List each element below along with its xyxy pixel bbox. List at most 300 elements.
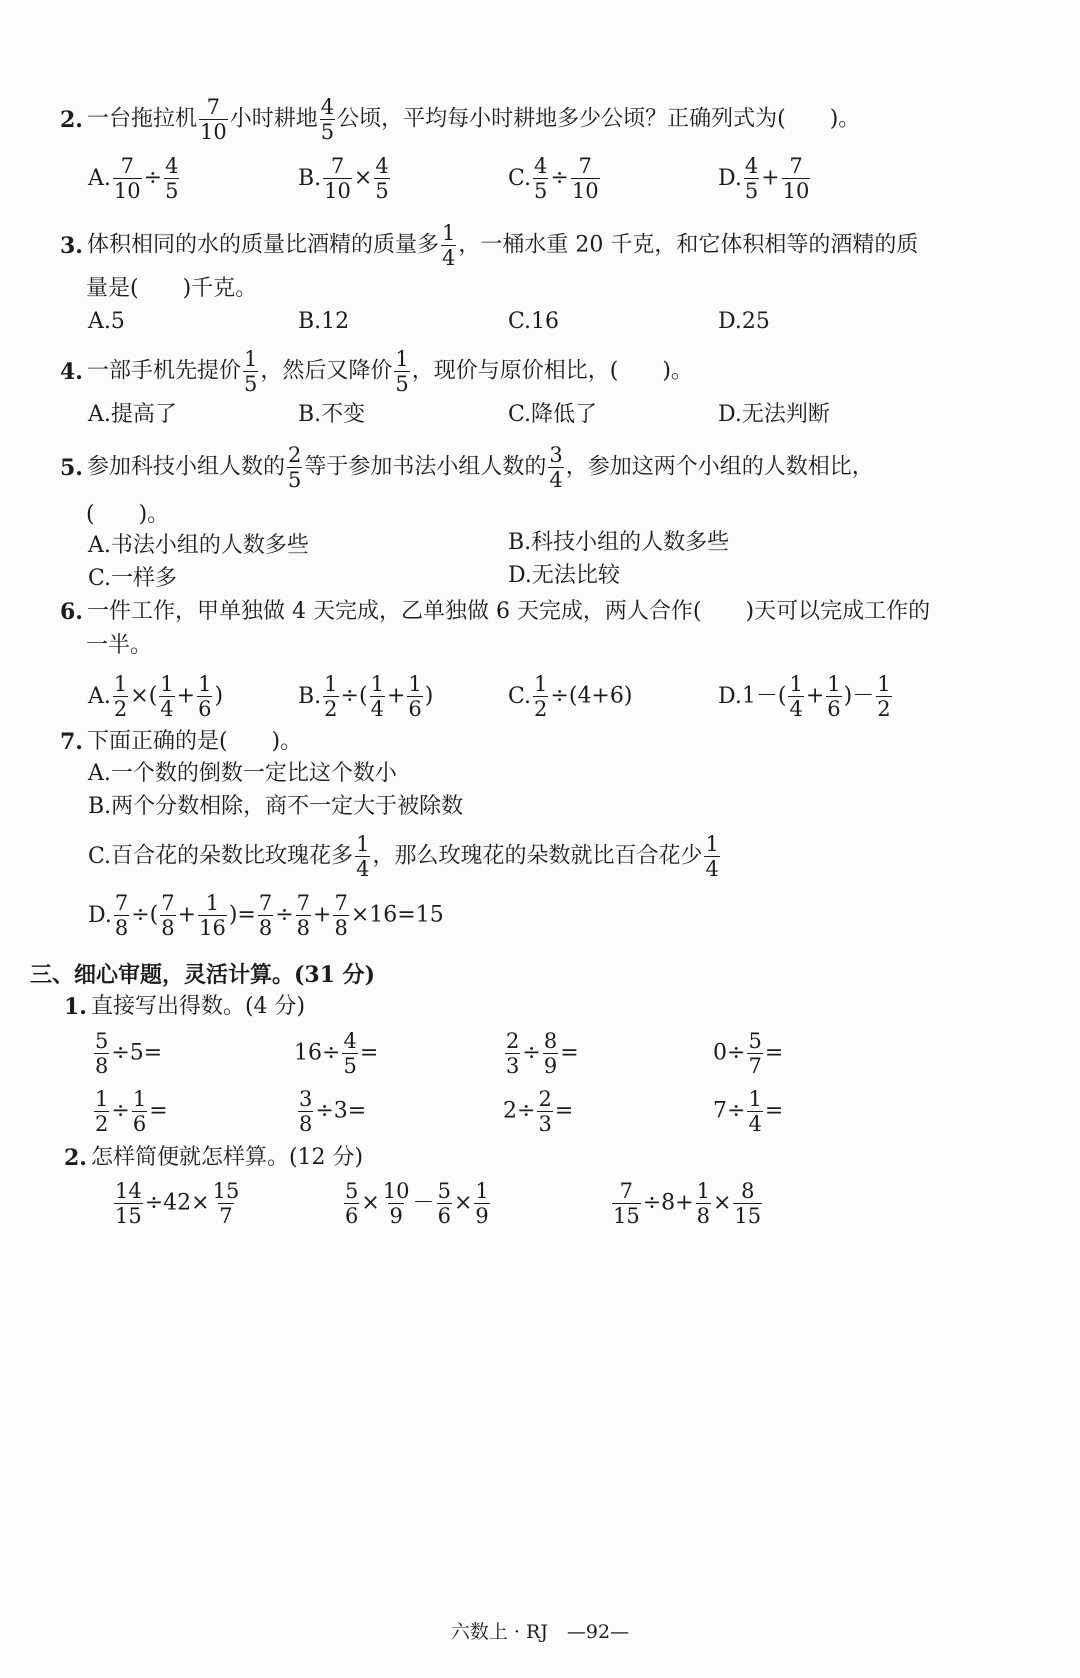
fraction [548, 444, 563, 491]
fraction-numerator: 7 [258, 891, 273, 915]
fraction [287, 444, 302, 491]
option-label: B. [298, 165, 322, 191]
text-segment: ÷ [275, 902, 294, 928]
fraction [826, 673, 841, 720]
text-segment: ×16=15 [350, 902, 444, 928]
fraction [320, 96, 335, 143]
option-label: C. [508, 402, 532, 427]
fraction-numerator: 7 [330, 154, 345, 178]
fraction [258, 892, 273, 939]
fraction-denominator: 2 [877, 697, 891, 722]
fraction-denominator: 6 [408, 697, 422, 722]
text-segment: 两个分数相除，商不一定大于被除数 [111, 794, 464, 819]
fraction [696, 1180, 711, 1227]
fraction-denominator: 5 [375, 179, 389, 204]
fraction-numerator: 7 [206, 95, 221, 119]
question-7-option-d [88, 892, 444, 939]
text-segment: ÷8+ [642, 1190, 694, 1216]
question-number: 3. [60, 232, 83, 259]
text-segment: = [359, 1040, 379, 1066]
fraction [198, 892, 227, 939]
text-segment: 公顷，平均每小时耕地多少公顷？正确列式为( )。 [337, 106, 861, 132]
fraction-numerator: 10 [382, 1179, 410, 1203]
fraction-numerator: 1 [748, 1087, 762, 1111]
fraction-numerator: 7 [120, 154, 134, 178]
mental-calc-item [713, 1088, 783, 1135]
option-label: C. [88, 843, 112, 869]
mental-calc-item [713, 1030, 783, 1077]
fraction-denominator: 9 [389, 1204, 403, 1229]
fraction-numerator: 15 [212, 1179, 240, 1203]
question-5-stem-continued: ( )。 [86, 502, 170, 527]
fraction-numerator: 3 [549, 443, 563, 467]
text-segment: 16÷ [294, 1040, 341, 1066]
fraction-denominator: 8 [95, 1054, 109, 1079]
page-footer: 六数上 · RJ —92— [450, 1621, 630, 1643]
question-7-option-a [88, 763, 397, 785]
fraction-numerator: 1 [441, 221, 456, 245]
text-segment: × [712, 1190, 732, 1216]
question-number: 4. [60, 358, 83, 385]
text-segment: ，一桶水重 20 千克，和它体积相等的酒精的质 [458, 232, 919, 258]
question-3-stem [60, 222, 918, 269]
fraction-numerator: 2 [287, 443, 302, 467]
option-label: B. [298, 683, 322, 709]
fraction-numerator: 2 [538, 1087, 552, 1111]
option-label: D. [718, 309, 742, 334]
fraction-denominator: 6 [345, 1204, 359, 1229]
fraction [323, 673, 338, 720]
part-title: 直接写出得数。(4 分) [90, 994, 306, 1019]
fraction-numerator: 7 [334, 891, 348, 915]
fraction-denominator: 2 [324, 697, 338, 722]
text-segment: + [177, 902, 197, 928]
question-4-option-a [88, 404, 177, 426]
question-5-stem [60, 444, 874, 491]
fraction [160, 892, 175, 939]
text-segment: 2÷ [503, 1098, 536, 1124]
question-3-option-c [508, 311, 559, 333]
fraction [370, 673, 385, 720]
text-segment: ÷( [340, 683, 368, 709]
question-number: 5. [60, 454, 83, 481]
fraction [197, 673, 212, 720]
text-segment: ÷ [143, 165, 163, 191]
fraction-denominator: 3 [506, 1054, 520, 1079]
text-segment: × [453, 1190, 473, 1216]
fraction [382, 1180, 411, 1227]
fraction [132, 1088, 147, 1135]
fraction-numerator: 1 [243, 347, 258, 371]
text-segment: 小时耕地 [229, 106, 318, 132]
fraction-numerator: 1 [696, 1179, 710, 1203]
option-label: A. [88, 533, 111, 558]
fraction [298, 1088, 313, 1135]
question-4-option-c [508, 404, 597, 426]
fraction-numerator: 5 [95, 1029, 109, 1053]
fraction [344, 1180, 359, 1227]
fraction-numerator: 1 [132, 1087, 147, 1111]
question-2-stem [60, 96, 860, 143]
text-segment: 一台拖拉机 [86, 106, 197, 132]
option-label: A. [88, 402, 111, 427]
question-3-stem-continued: 量是( )千克。 [86, 276, 258, 301]
text-segment: = [149, 1098, 168, 1124]
text-segment: = [560, 1040, 579, 1066]
question-2-option-a [88, 155, 181, 202]
fraction-numerator: 4 [165, 154, 179, 178]
fraction-denominator: 10 [324, 179, 351, 204]
fraction [876, 673, 891, 720]
fraction-denominator: 4 [549, 468, 563, 493]
question-number: 2. [60, 106, 83, 133]
fraction-denominator: 8 [296, 916, 311, 941]
text-segment: 12 [321, 309, 350, 334]
mental-calc-item [296, 1088, 366, 1135]
fraction-denominator: 5 [395, 372, 409, 397]
fraction [296, 892, 311, 939]
text-segment: ÷ [111, 1098, 130, 1124]
fraction-denominator: 8 [114, 916, 129, 941]
option-label: C. [508, 309, 532, 334]
fraction [355, 833, 370, 880]
text-segment: × [353, 165, 373, 191]
option-label: B. [298, 402, 322, 427]
text-segment: 下面正确的是( )。 [86, 729, 303, 754]
text-segment: + [805, 683, 825, 709]
text-segment: 无法判断 [741, 402, 830, 427]
fraction-denominator: 3 [538, 1112, 552, 1137]
fraction-numerator: 1 [705, 832, 719, 856]
mental-calc-item [503, 1088, 573, 1135]
fraction-denominator: 4 [160, 697, 174, 722]
text-segment: 0÷ [713, 1040, 746, 1066]
fraction-denominator: 4 [356, 857, 370, 882]
section-3-part-1-title [64, 996, 305, 1018]
question-6-option-b [298, 673, 433, 720]
option-label: D. [718, 683, 742, 709]
question-3-option-d [718, 311, 770, 333]
fraction [114, 1180, 143, 1227]
text-segment: )= [228, 902, 256, 928]
fraction-numerator: 5 [437, 1179, 451, 1203]
mental-calc-item [294, 1030, 378, 1077]
fraction-denominator: 2 [534, 697, 548, 722]
text-segment: × [361, 1190, 380, 1216]
fraction-denominator: 15 [613, 1204, 640, 1229]
fraction [747, 1030, 762, 1077]
question-5-option-c [88, 568, 177, 590]
fraction [543, 1030, 558, 1077]
fraction-denominator: 5 [243, 372, 258, 397]
fraction [437, 1180, 452, 1227]
option-label: B. [508, 530, 532, 555]
text-segment: = [764, 1040, 784, 1066]
fraction [788, 673, 803, 720]
fraction-denominator: 4 [441, 246, 456, 271]
fraction-numerator: 4 [320, 95, 335, 119]
text-segment: ÷42× [144, 1190, 210, 1216]
fraction [505, 1030, 520, 1077]
option-label: D. [508, 563, 532, 588]
fraction [474, 1180, 489, 1227]
question-4-option-d [718, 404, 830, 426]
question-2-option-c [508, 155, 602, 202]
fraction-numerator: 1 [198, 672, 212, 696]
text-segment: 降低了 [531, 402, 598, 427]
text-segment: + [761, 165, 780, 191]
fraction-numerator: 7 [114, 891, 129, 915]
question-4-option-b [298, 404, 365, 426]
text-segment: 1－( [741, 683, 787, 709]
fraction [159, 673, 174, 720]
fraction-denominator: 5 [534, 179, 548, 204]
fraction-numerator: 1 [408, 672, 422, 696]
option-label: C. [88, 566, 112, 591]
fraction-denominator: 8 [258, 916, 273, 941]
fraction-denominator: 5 [744, 179, 759, 204]
fraction-denominator: 5 [287, 468, 302, 493]
question-2-option-b [298, 155, 392, 202]
fraction-denominator: 9 [543, 1054, 558, 1079]
question-number: 6. [60, 599, 83, 625]
fraction-numerator: 4 [744, 154, 759, 178]
fraction-numerator: 4 [375, 154, 389, 178]
fraction-denominator: 7 [219, 1204, 233, 1229]
text-segment: ×( [130, 683, 158, 709]
simplify-calc-item [610, 1180, 764, 1227]
fraction-numerator: 1 [395, 347, 409, 371]
fraction [394, 348, 409, 395]
option-label: D. [88, 902, 112, 928]
option-label: D. [718, 165, 742, 191]
fraction [441, 222, 456, 269]
text-segment: 无法比较 [531, 563, 620, 588]
text-segment: 一部手机先提价 [86, 358, 241, 384]
fraction-denominator: 10 [571, 179, 599, 204]
fraction [744, 155, 759, 202]
text-segment: + [313, 902, 332, 928]
text-segment: ，然后又降价 [260, 358, 393, 384]
part-title: 怎样简便就怎样算。(12 分) [90, 1145, 364, 1170]
text-segment: 体积相同的水的质量比酒精的质量多 [86, 232, 439, 258]
text-segment: － [412, 1190, 435, 1216]
fraction-numerator: 8 [543, 1029, 558, 1053]
fraction-denominator: 6 [132, 1112, 147, 1137]
text-segment: )－ [843, 683, 875, 709]
fraction-numerator: 1 [205, 891, 220, 915]
fraction-denominator: 8 [696, 1204, 710, 1229]
fraction [94, 1030, 109, 1077]
fraction-numerator: 1 [534, 672, 548, 696]
fraction [333, 892, 348, 939]
text-segment: 参加科技小组人数的 [86, 454, 285, 480]
fraction [533, 673, 548, 720]
fraction-numerator: 1 [113, 672, 128, 696]
fraction-numerator: 1 [789, 672, 803, 696]
fraction-denominator: 15 [734, 1204, 762, 1229]
question-7-option-b [88, 796, 463, 818]
fraction-denominator: 5 [343, 1054, 357, 1079]
fraction-numerator: 7 [619, 1179, 634, 1203]
question-number: 7. [60, 729, 83, 755]
fraction-numerator: 4 [343, 1029, 357, 1053]
text-segment: ÷5= [111, 1040, 163, 1066]
mental-calc-item [503, 1030, 579, 1077]
option-label: B. [298, 309, 322, 334]
text-segment: 16 [531, 309, 560, 334]
mental-calc-item [92, 1030, 162, 1077]
text-segment: 书法小组的人数多些 [110, 533, 309, 558]
question-3-option-a [88, 311, 125, 333]
fraction-denominator: 10 [199, 120, 227, 145]
fraction-numerator: 1 [324, 672, 338, 696]
text-segment: ÷( [131, 902, 159, 928]
simplify-calc-item [342, 1180, 492, 1227]
fraction-numerator: 1 [160, 672, 174, 696]
fraction [571, 155, 600, 202]
fraction [212, 1180, 241, 1227]
fraction-denominator: 5 [320, 120, 335, 145]
fraction [243, 348, 258, 395]
text-segment: 5 [110, 309, 125, 334]
fraction [113, 155, 142, 202]
question-6-option-a [88, 673, 223, 720]
question-6-option-c [508, 673, 632, 720]
fraction-denominator: 6 [198, 697, 212, 722]
fraction-denominator: 6 [437, 1204, 451, 1229]
simplify-calc-item [112, 1180, 242, 1227]
text-segment: ，现价与原价相比，( )。 [411, 358, 693, 384]
text-segment: 7÷ [713, 1098, 746, 1124]
fraction [537, 1088, 552, 1135]
text-segment: ÷3= [315, 1098, 367, 1124]
fraction [199, 96, 228, 143]
fraction-numerator: 8 [741, 1179, 755, 1203]
fraction [323, 155, 352, 202]
fraction-denominator: 10 [113, 179, 141, 204]
fraction [612, 1180, 641, 1227]
section-3-part-2-title [64, 1147, 363, 1169]
fraction-numerator: 14 [115, 1179, 142, 1203]
option-label: C. [508, 683, 532, 709]
fraction [733, 1180, 762, 1227]
fraction-numerator: 3 [299, 1087, 313, 1111]
text-segment: 科技小组的人数多些 [531, 530, 730, 555]
fraction-numerator: 7 [578, 154, 592, 178]
fraction-numerator: 1 [95, 1087, 109, 1111]
fraction-numerator: 7 [161, 891, 175, 915]
fraction-numerator: 5 [345, 1179, 359, 1203]
option-label: A. [88, 165, 111, 191]
fraction-denominator: 4 [789, 697, 803, 722]
text-segment: = [764, 1098, 784, 1124]
fraction-denominator: 4 [705, 857, 719, 882]
mental-calc-item [92, 1088, 168, 1135]
part-number: 2. [64, 1145, 87, 1171]
question-5-option-a [88, 535, 309, 557]
fraction [113, 673, 128, 720]
question-2-option-d [718, 155, 812, 202]
text-segment: + [386, 683, 406, 709]
fraction-denominator: 8 [161, 916, 175, 941]
fraction-denominator: 15 [115, 1204, 142, 1229]
question-6-option-d [718, 673, 894, 720]
option-label: C. [508, 165, 532, 191]
fraction-numerator: 7 [296, 891, 311, 915]
fraction-denominator: 9 [475, 1204, 489, 1229]
fraction-denominator: 2 [113, 697, 128, 722]
question-6-stem-continued: 一半。 [86, 633, 153, 658]
option-label: A. [88, 761, 111, 786]
fraction-denominator: 7 [748, 1054, 762, 1079]
text-segment: 一样多 [111, 566, 178, 591]
fraction-denominator: 16 [199, 916, 226, 941]
text-segment: ，参加这两个小组的人数相比， [565, 454, 874, 480]
question-7-option-c [88, 833, 722, 880]
fraction [704, 833, 719, 880]
text-segment: 提高了 [110, 402, 177, 427]
option-label: A. [88, 309, 111, 334]
option-label: B. [88, 794, 112, 819]
question-3-option-b [298, 311, 349, 333]
text-segment: 百合花的朵数比玫瑰花多 [111, 843, 354, 869]
fraction [342, 1030, 357, 1077]
question-5-option-d [508, 565, 620, 587]
section-3-title: 三、细心审题，灵活计算。(31 分) [30, 962, 376, 988]
fraction [374, 155, 389, 202]
fraction-denominator: 10 [782, 179, 810, 204]
question-5-option-b [508, 532, 729, 554]
fraction-denominator: 4 [370, 697, 384, 722]
fraction-numerator: 2 [506, 1029, 520, 1053]
text-segment: 等于参加书法小组人数的 [304, 454, 547, 480]
text-segment: ，那么玫瑰花的朵数就比百合花少 [372, 843, 703, 869]
fraction [782, 155, 811, 202]
question-4-stem [60, 348, 693, 395]
fraction-numerator: 1 [475, 1179, 489, 1203]
text-segment: = [554, 1098, 574, 1124]
fraction-numerator: 1 [356, 832, 370, 856]
fraction-denominator: 8 [334, 916, 348, 941]
fraction-numerator: 1 [877, 672, 891, 696]
text-segment: ) [214, 683, 224, 709]
option-label: A. [88, 683, 111, 709]
fraction [407, 673, 422, 720]
fraction [164, 155, 179, 202]
question-6-stem [60, 601, 930, 623]
fraction-denominator: 8 [299, 1112, 313, 1137]
fraction [747, 1088, 762, 1135]
fraction-denominator: 6 [827, 697, 841, 722]
question-7-stem [60, 731, 302, 753]
text-segment: ÷ [550, 165, 569, 191]
text-segment: 不变 [321, 402, 366, 427]
text-segment: ÷(4+6) [550, 683, 633, 709]
fraction-denominator: 2 [95, 1112, 109, 1137]
fraction [94, 1088, 109, 1135]
fraction-numerator: 5 [748, 1029, 762, 1053]
fraction [533, 155, 548, 202]
fraction-numerator: 1 [827, 672, 841, 696]
text-segment: 25 [741, 309, 770, 334]
option-label: D. [718, 402, 742, 427]
fraction-denominator: 5 [165, 179, 179, 204]
text-segment: ) [424, 683, 434, 709]
text-segment: 一个数的倒数一定比这个数小 [110, 761, 397, 786]
part-number: 1. [64, 994, 87, 1020]
fraction-denominator: 4 [748, 1112, 762, 1137]
